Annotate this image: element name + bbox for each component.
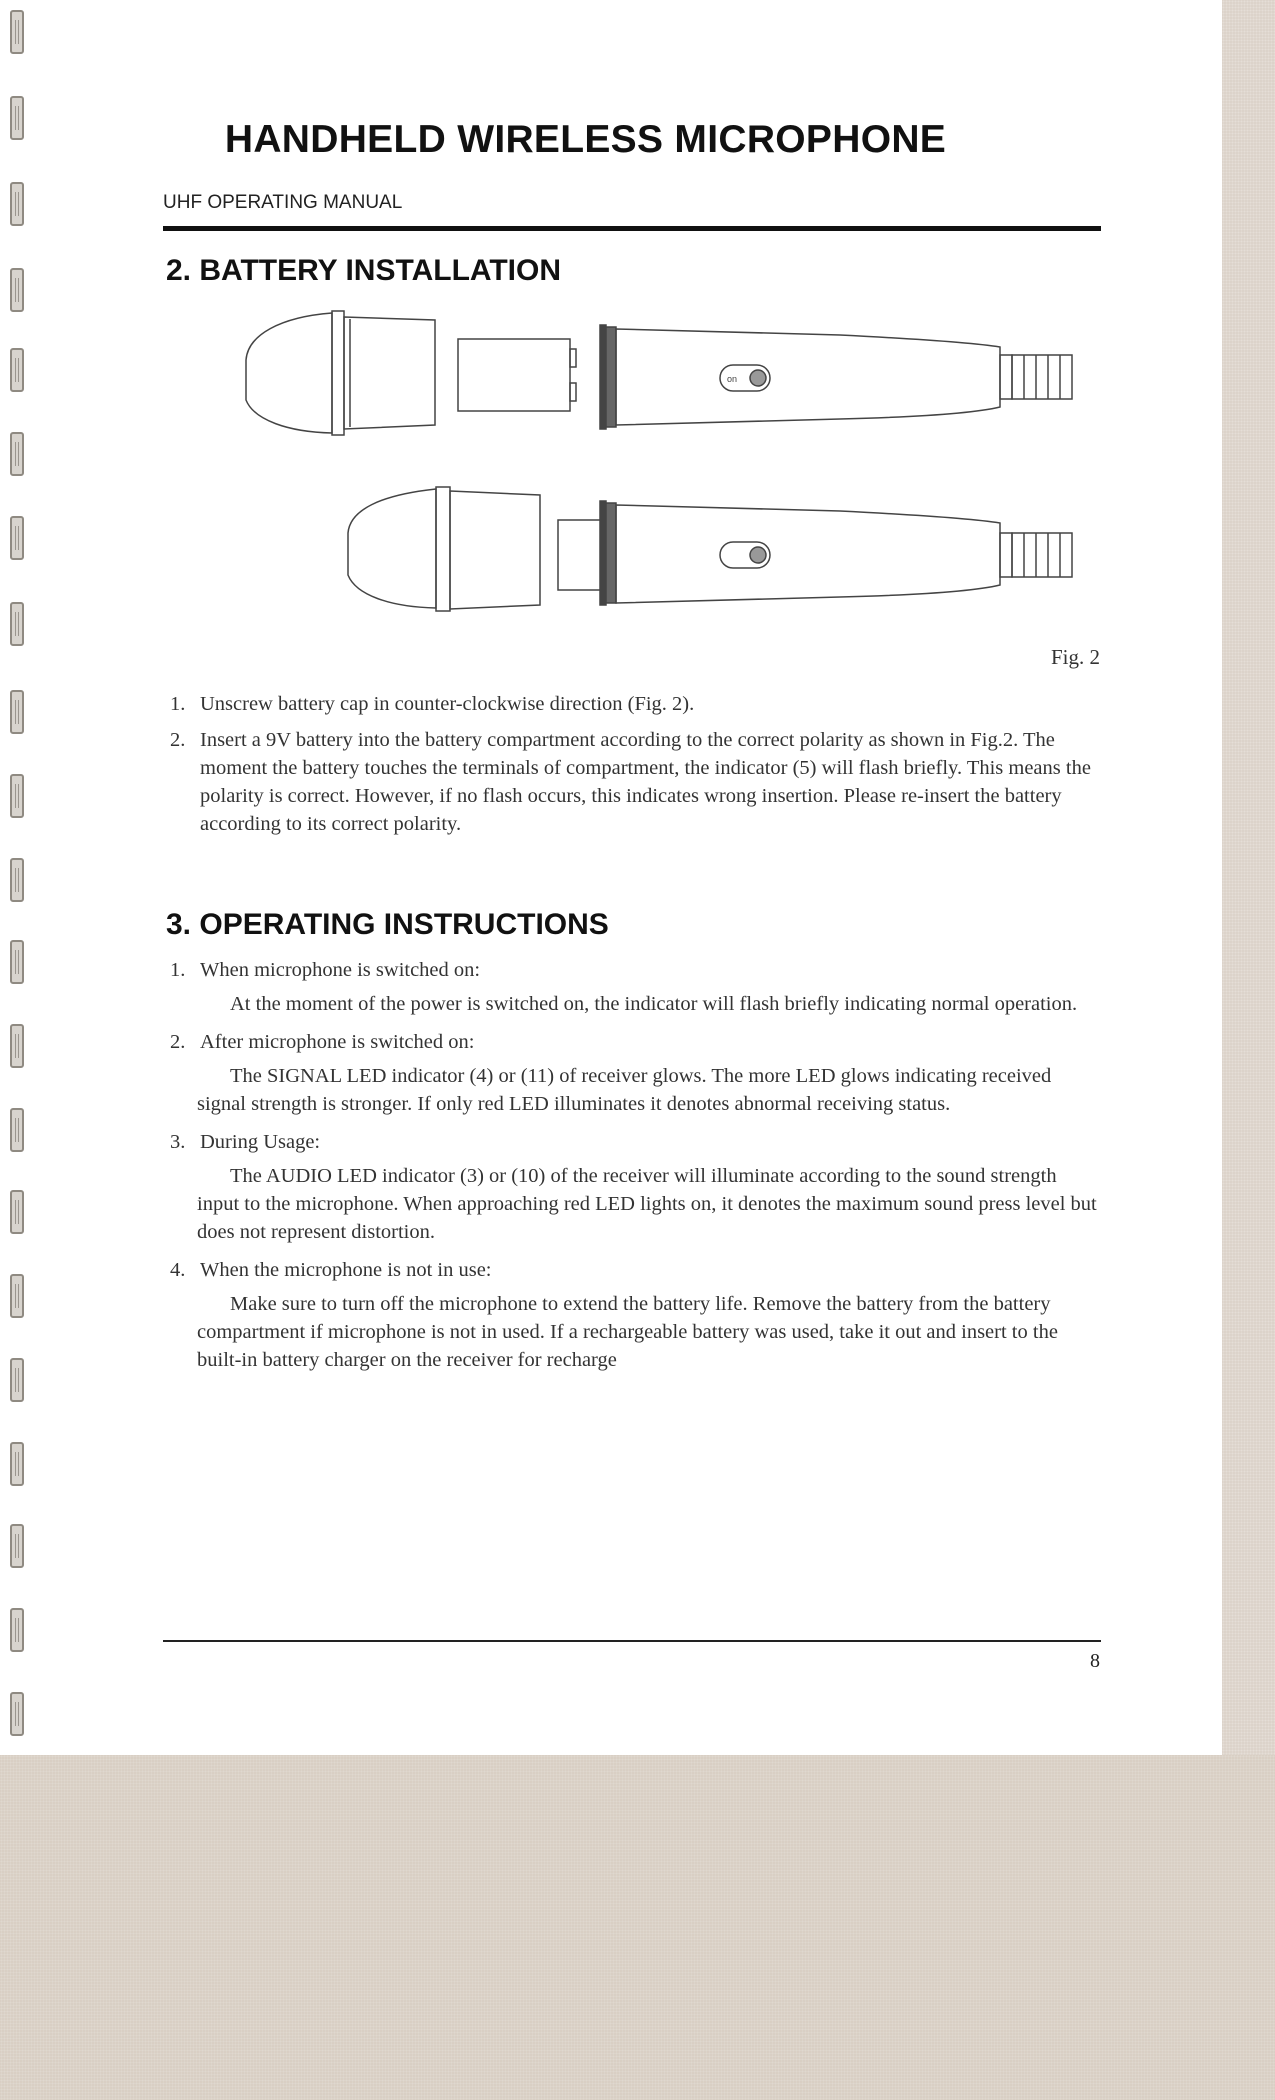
binding-ring	[10, 268, 24, 312]
binding-ring	[10, 96, 24, 140]
step-number: 1.	[170, 693, 186, 715]
list-item	[170, 690, 1100, 718]
page-number: 8	[1090, 1650, 1100, 1672]
list-item	[170, 1128, 1100, 1156]
binding-ring	[10, 182, 24, 226]
section-heading-battery: 2. BATTERY INSTALLATION	[166, 254, 561, 287]
mic-connector	[1012, 355, 1072, 399]
mic-grille	[246, 313, 332, 433]
binding-ring	[10, 516, 24, 560]
binding-ring	[10, 1692, 24, 1736]
battery-cap	[344, 317, 435, 429]
mic-grille-ring	[332, 311, 344, 435]
microphone-battery-figure	[240, 305, 1090, 615]
step-number: 2.	[170, 1031, 186, 1053]
list-item	[170, 1028, 1100, 1056]
binding-ring	[10, 602, 24, 646]
step-number: 4.	[170, 1259, 186, 1281]
list-item	[170, 956, 1100, 984]
mic-body	[616, 505, 1000, 603]
binding-ring	[10, 348, 24, 392]
step-body: Make sure to turn off the microphone to extend the battery life. Remove the battery from the battery compartment if microphone is not in used. If a rechargeable battery was used, take it out and insert to the built-in battery charger on the receiver for recharge	[197, 1293, 1058, 1371]
binding-ring	[10, 1442, 24, 1486]
step-number: 3.	[170, 1131, 186, 1153]
page-edge-background	[1222, 0, 1275, 1755]
binding-ring	[10, 690, 24, 734]
step-text: Insert a 9V battery into the battery compartment according to the correct polarity as shown in Fig.2. The moment the battery touches the terminals of compartment, the indicator (5) will flash briefly. This means the polarity is correct. However, if no flash occurs, this indicates wrong insertion. Please re-insert the battery according to its correct polarity.	[200, 729, 1091, 835]
mic-grille-ring	[436, 487, 450, 611]
mic-grille	[348, 489, 436, 608]
microphone-assembled	[348, 487, 1072, 611]
step-heading: During Usage:	[200, 1131, 321, 1153]
binding-ring	[10, 1608, 24, 1652]
battery-steps-list	[170, 690, 1100, 846]
binding-ring	[10, 858, 24, 902]
step-number: 1.	[170, 959, 186, 981]
step-body: The SIGNAL LED indicator (4) or (11) of receiver glows. The more LED glows indicating received signal strength is stronger. If only red LED illuminates it denotes abnormal receiving status.	[197, 1065, 1052, 1115]
step-heading: After microphone is switched on:	[200, 1031, 475, 1053]
mic-body	[616, 329, 1000, 425]
battery-cap	[450, 491, 540, 609]
switch-label: on	[727, 374, 738, 384]
footer-rule	[163, 1640, 1101, 1642]
section-heading-operating: 3. OPERATING INSTRUCTIONS	[166, 908, 609, 941]
binding-ring	[10, 1108, 24, 1152]
step-number: 2.	[170, 729, 186, 751]
mic-connector	[1012, 533, 1072, 577]
operating-steps-list	[170, 956, 1100, 1384]
battery-9v	[458, 339, 570, 411]
binding-ring	[10, 940, 24, 984]
spiral-binding	[8, 0, 28, 1755]
list-item	[170, 726, 1100, 838]
binding-ring	[10, 10, 24, 54]
list-item	[170, 1256, 1100, 1284]
binding-ring	[10, 1190, 24, 1234]
manual-subtitle: UHF OPERATING MANUAL	[163, 192, 403, 213]
binding-ring	[10, 1024, 24, 1068]
step-body: The AUDIO LED indicator (3) or (10) of the receiver will illuminate according to the sound strength input to the microphone. When approaching red LED lights on, it denotes the maximum sound press level but does not represent distortion.	[197, 1165, 1097, 1243]
step-text: Unscrew battery cap in counter-clockwise direction (Fig. 2).	[200, 693, 695, 715]
step-heading: When the microphone is not in use:	[200, 1259, 492, 1281]
binding-ring	[10, 774, 24, 818]
step-body: At the moment of the power is switched on, the indicator will flash briefly indicating normal operation.	[230, 993, 1078, 1015]
page-title: HANDHELD WIRELESS MICROPHONE	[224, 118, 947, 161]
binding-ring	[10, 1524, 24, 1568]
binding-ring	[10, 1274, 24, 1318]
binding-ring	[10, 1358, 24, 1402]
figure-caption: Fig. 2	[1050, 645, 1100, 669]
step-heading: When microphone is switched on:	[200, 959, 481, 981]
microphone-disassembled	[246, 311, 1072, 435]
battery-9v	[558, 520, 602, 590]
binding-ring	[10, 432, 24, 476]
header-rule	[163, 226, 1101, 231]
